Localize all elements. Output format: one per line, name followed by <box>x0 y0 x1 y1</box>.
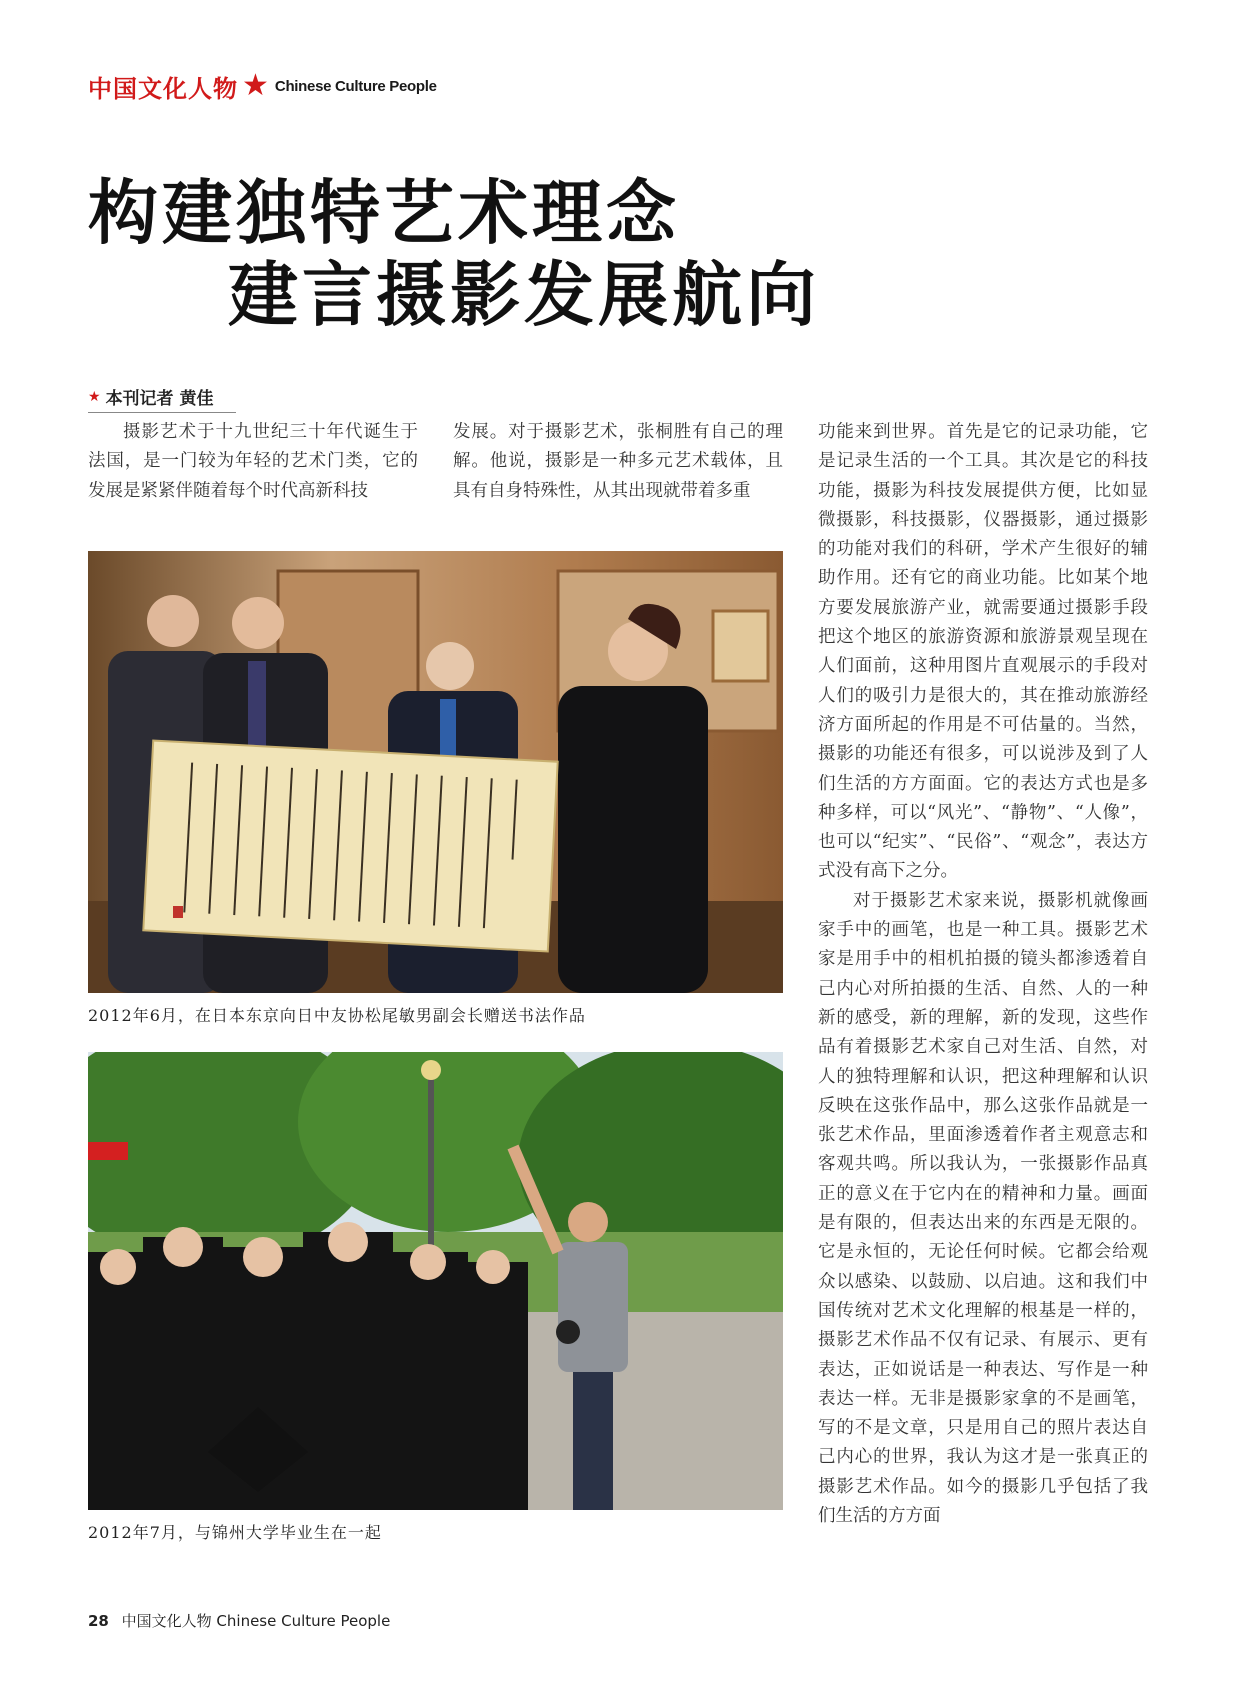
paragraph: 对于摄影艺术家来说，摄影机就像画家手中的画笔，也是一种工具。摄影艺术家是用手中的相机拍摄的镜头都渗透着自己内心对所拍摄的生活、自然、人的一种新的感受，新的理解，新的发现，这些作品有着摄影艺术家自己对生活、自然，对人的独特理解和认识，把这种理解和认识反映在这张作品中，那么这张作品就是一张艺术作品，里面渗透着作者主观意志和客观共鸣。所以我认为，一张摄影作品真正的意义在于它内在的精神和力量。画面是有限的，但表达出来的东西是无限的。它是永恒的，无论任何时候。它都会给观众以感染、以鼓励、以启迪。这和我们中国传统对艺术文化理解的根基是一样的，摄影艺术作品不仅有记录、有展示、更有表达，正如说话是一种表达、写作是一种表达一样。无非是摄影家拿的不是画笔，写的不是文章，只是用自己的照片表达自己内心的世界，我认为这才是一张真正的摄影艺术作品。如今的摄影几乎包括了我们生活的方方面 <box>818 890 1148 1526</box>
article-title <box>88 171 820 336</box>
photo-1-caption: 2012年6月，在日本东京向日中友协松尾敏男副会长赠送书法作品 <box>88 1006 586 1025</box>
text-column-3 <box>818 418 1148 1531</box>
photo-2-caption: 2012年7月，与锦州大学毕业生在一起 <box>88 1523 382 1542</box>
page-number: 28 <box>88 1612 109 1630</box>
title-line-2: 建言摄影发展航向 <box>228 253 820 336</box>
byline <box>88 384 236 413</box>
photo-calligraphy-presentation <box>88 551 783 993</box>
paragraph: 发展。对于摄影艺术，张桐胜有自己的理解。他说，摄影是一种多元艺术载体，且具有自身特殊性，从其出现就带着多重 <box>453 422 783 501</box>
star-icon: ★ <box>242 68 269 103</box>
paragraph: 功能来到世界。首先是它的记录功能，它是记录生活的一个工具。其次是它的科技功能，摄影为科技发展提供方便，比如显微摄影，科技摄影，仪器摄影，通过摄影的功能对我们的科研，学术产生很好的辅助作用。还有它的商业功能。比如某个地方要发展旅游产业，就需要通过摄影手段把这个地区的旅游资源和旅游景观呈现在人们面前，这种用图片直观展示的手段对人们的吸引力是很大的，其在推动旅游经济方面所起的作用是不可估量的。当然，摄影的功能还有很多，可以说涉及到了人们生活的方方面面。它的表达方式也是多种多样，可以“风光”、“静物”、“人像”，也可以“纪实”、“民俗”、“观念”，表达方式没有高下之分。 <box>818 422 1148 882</box>
page-footer <box>88 1610 390 1631</box>
byline-text: 本刊记者 黄佳 <box>105 389 214 409</box>
photo-2-image <box>88 1052 783 1510</box>
masthead-en: Chinese Culture People <box>274 77 437 95</box>
paragraph: 摄影艺术于十九世纪三十年代诞生于法国，是一门较为年轻的艺术门类，它的发展是紧紧伴随着每个时代高新科技 <box>88 422 418 501</box>
masthead-cn: 中国文化人物 <box>88 73 238 103</box>
text-column-2 <box>453 418 783 506</box>
title-line-1: 构建独特艺术理念 <box>88 171 680 254</box>
photo-graduates <box>88 1052 783 1510</box>
masthead <box>88 70 437 102</box>
text-column-1 <box>88 418 418 506</box>
star-icon: ★ <box>88 388 101 405</box>
photo-1-image <box>88 551 783 993</box>
footer-text: 中国文化人物 Chinese Culture People <box>121 1612 391 1630</box>
